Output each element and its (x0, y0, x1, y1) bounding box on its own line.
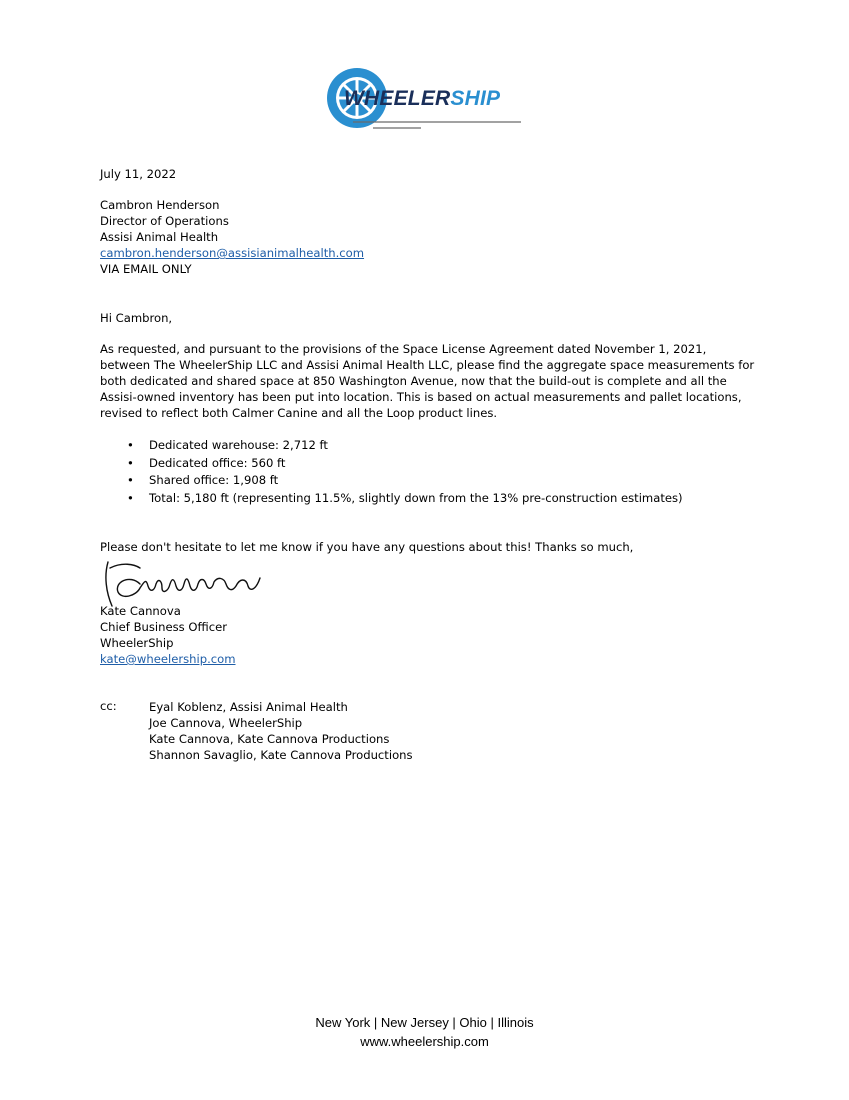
sender-company: WheelerShip (100, 636, 174, 650)
sender-title: Chief Business Officer (100, 620, 227, 634)
cc-entry: Joe Cannova, WheelerShip (149, 716, 303, 730)
body-paragraph: As requested, and pursuant to the provisions of the Space License Agreement dated November 1, 2021, between The WheelerShip LLC and Assisi Animal Health LLC, please find the aggregate space measurements for both dedicated and shared space at 850 Washington Avenue, now that the build-out is complete and all the Assisi-owned inventory has been put into location. This is based on actual measurements and pallet locations, revised to reflect both Calmer Canine and all the Loop product lines. (100, 342, 755, 420)
greeting: Hi Cambron, (100, 311, 173, 325)
recipient-email-link[interactable]: cambron.henderson@assisianimalhealth.com (100, 246, 365, 260)
closing-line: Please don't hesitate to let me know if you have any questions about this! Thanks so much, (100, 540, 634, 554)
cc-label: cc: (100, 699, 117, 713)
recipient-name: Cambron Henderson (100, 198, 220, 212)
cc-entry: Eyal Koblenz, Assisi Animal Health (149, 700, 348, 714)
recipient-company: Assisi Animal Health (100, 230, 219, 244)
list-item: • Shared office: 1,908 ft (127, 472, 683, 490)
list-item: • Dedicated office: 560 ft (127, 455, 683, 473)
list-item: • Total: 5,180 ft (representing 11.5%, slightly down from the 13% pre-construction estimates) (127, 490, 683, 508)
handwritten-signature (100, 556, 270, 608)
cc-list (149, 699, 413, 763)
list-item: • Dedicated warehouse: 2,712 ft (127, 437, 683, 455)
logo-wordmark: WHEELERSHIP (344, 87, 501, 110)
sender-name: Kate Cannova (100, 604, 181, 618)
letter-date: July 11, 2022 (100, 167, 177, 181)
cc-entry: Shannon Savaglio, Kate Cannova Productions (149, 748, 413, 762)
delivery-note: VIA EMAIL ONLY (100, 262, 192, 276)
sender-email-link[interactable]: kate@wheelership.com (100, 652, 236, 666)
footer-locations: New York | New Jersey | Ohio | Illinois (315, 1015, 534, 1030)
cc-entry: Kate Cannova, Kate Cannova Productions (149, 732, 390, 746)
measurement-list (127, 437, 683, 507)
recipient-title: Director of Operations (100, 214, 229, 228)
footer-website: www.wheelership.com (360, 1034, 489, 1049)
